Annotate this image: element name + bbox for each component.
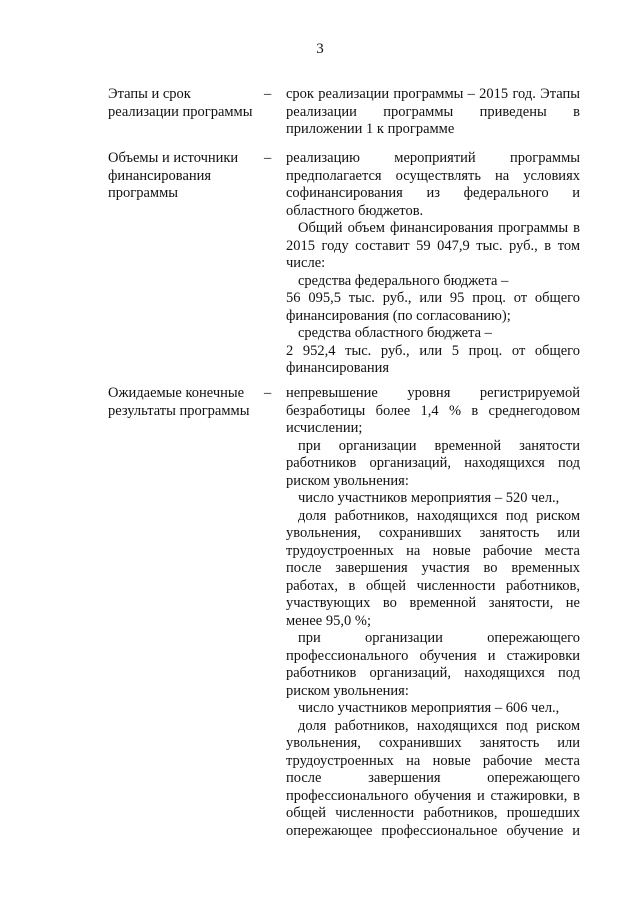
section-dash: – — [264, 385, 272, 401]
label-line: Ожидаемые конечные — [108, 385, 245, 401]
section-label — [108, 150, 258, 203]
label-line: результаты программы — [108, 402, 250, 419]
section-content — [286, 86, 580, 139]
label-line: Этапы и срок — [108, 86, 191, 102]
label-line: программы — [108, 185, 178, 201]
section-content — [286, 385, 580, 840]
label-line: Объемы и источники — [108, 150, 239, 166]
paragraph: 56 095,5 тыс. руб., или 95 проц. от общего финансирования (по согласованию); — [286, 290, 580, 324]
section-label — [108, 385, 258, 420]
paragraph: Общий объем финансирования программы в 2015 году составит 59 047,9 тыс. руб., в том числе: — [286, 220, 580, 271]
paragraph: число участников мероприятия – 520 чел., — [298, 490, 560, 506]
paragraph: средства областного бюджета – — [298, 325, 492, 341]
paragraph: при организации временной занятости работников организаций, находящихся под риском увольнения: — [286, 437, 580, 489]
paragraph: число участников мероприятия – 606 чел., — [298, 700, 560, 716]
paragraph: непревышение уровня регистрируемой безработицы более 1,4 % в среднегодовом исчислении; — [286, 385, 580, 436]
section-dash: – — [264, 86, 272, 102]
section-label — [108, 86, 258, 121]
label-line: реализации программы — [108, 103, 253, 120]
page-number: 3 — [316, 41, 324, 57]
paragraph: реализацию мероприятий программы предполагается осуществлять на условиях софинансирования из федерального и областного бюджетов. — [286, 150, 580, 219]
paragraph: при организации опережающего профессионального обучения и стажировки работников организаций, находящихся под риском увольнения: — [286, 630, 580, 699]
section-dash: – — [264, 150, 272, 166]
paragraph: 2 952,4 тыс. руб., или 5 проц. от общего финансирования — [286, 342, 580, 376]
paragraph: срок реализации программы – 2015 год. Этапы реализации программы приведены в приложении 1 к программе — [286, 86, 580, 137]
paragraph: доля работников, находящихся под риском увольнения, сохранивших занятость или трудоустроенных на новые рабочие места после завершения участия во временных работах, в общей численности работников, участвующих во временной занятости, не менее 95,0 %; — [286, 507, 580, 629]
section-content — [286, 150, 580, 378]
paragraph: доля работников, находящихся под риском увольнения, сохранивших занятость или трудоустроенных на новые рабочие места после завершения опережающего профессионального обучения и стажировки, в общей численности работников, прошедших опережающее профессиональное обучение и — [286, 717, 580, 839]
label-line: финансирования — [108, 167, 212, 184]
paragraph: средства федерального бюджета – — [298, 272, 509, 289]
